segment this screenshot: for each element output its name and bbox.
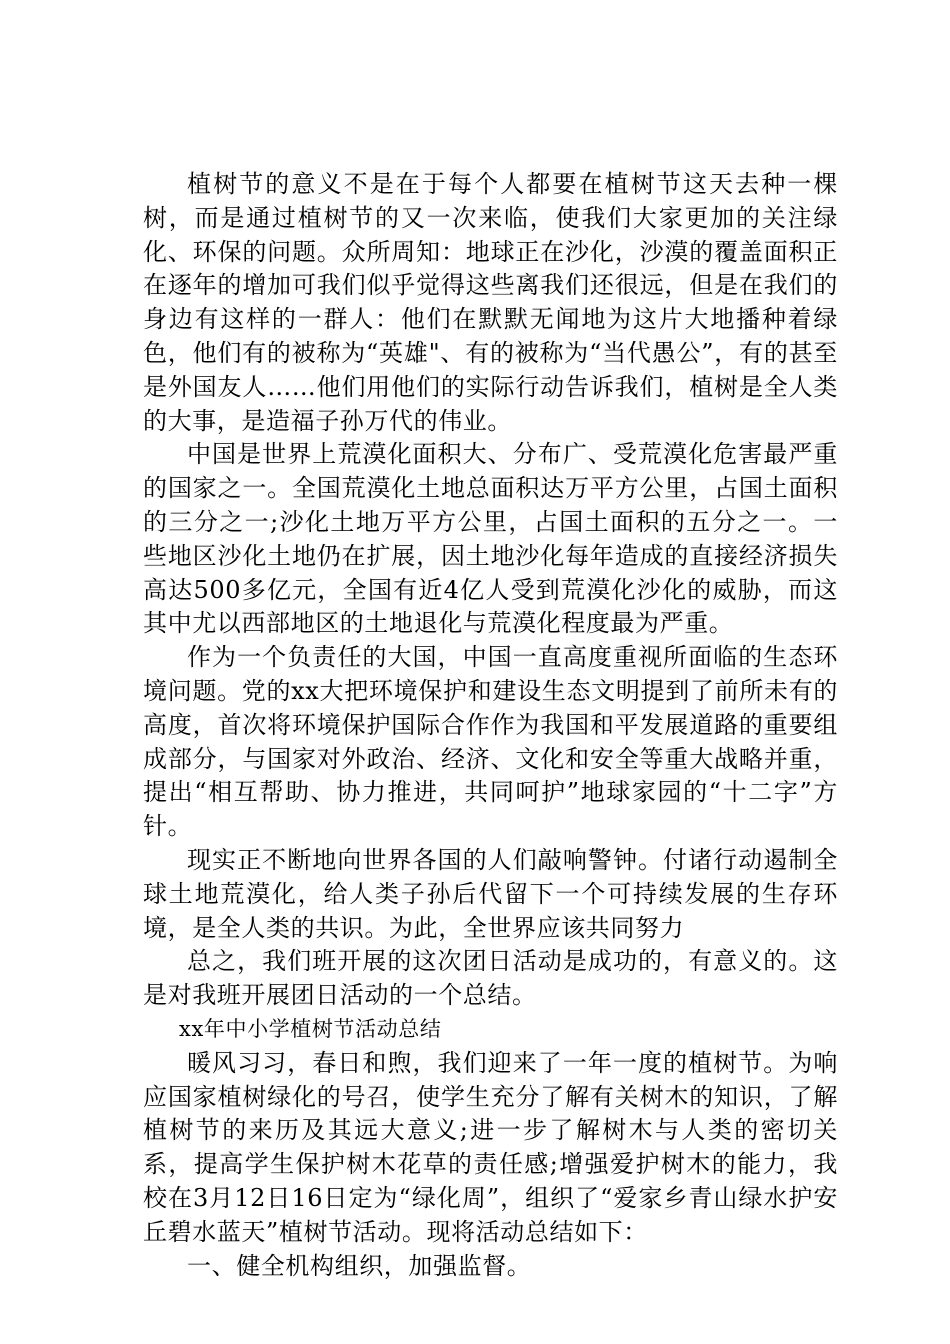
paragraph-ecological-policy: 作为一个负责任的大国，中国一直高度重视所面临的生态环境问题。党的xx大把环境保护和建设生态文明提到了前所未有的高度，首次将环境保护国际合作作为我国和平发展道路的重要组成部分，与国家对外政治、经济、文化和安全等重大战略并重，提出“相互帮助、协力推进，共同呵护”地球家园的“十二字”方针。 xyxy=(143,643,838,841)
section-heading: xx年中小学植树节活动总结 xyxy=(179,1016,442,1041)
paragraph-desertification-china: 中国是世界上荒漠化面积大、分布广、受荒漠化危害最严重的国家之一。全国荒漠化土地总面积达万平方公里，占国土面积的三分之一;沙化土地万平方公里，占国土面积的五分之一。一些地区沙化土地仍在扩展，因土地沙化每年造成的直接经济损失高达500多亿元，全国有近4亿人受到荒漠化沙化的威胁，而这其中尤以西部地区的土地退化与荒漠化程度最为严重。 xyxy=(143,440,838,638)
paragraph-summary: 总之，我们班开展的这次团日活动是成功的，有意义的。这是对我班开展团日活动的一个总结。 xyxy=(143,947,838,1010)
document-body xyxy=(143,168,838,1283)
paragraph-tree-day-meaning: 植树节的意义不是在于每个人都要在植树节这天去种一棵树，而是通过植树节的又一次来临，使我们大家更加的关注绿化、环保的问题。众所周知：地球正在沙化，沙漠的覆盖面积正在逐年的增加可我们似乎觉得这些离我们还很远，但是在我们的身边有这样的一群人：他们在默默无闻地为这片大地播种着绿色，他们有的被称为“英雄"、有的被称为“当代愚公”，有的甚至是外国友人……他们用他们的实际行动告诉我们，植树是全人类的大事，是造福子孙万代的伟业。 xyxy=(143,170,838,435)
paragraph-activity-intro: 暖风习习，春日和煦，我们迎来了一年一度的植树节。为响应国家植树绿化的号召，使学生充分了解有关树木的知识，了解植树节的来历及其远大意义;进一步了解树木与人类的密切关系，提高学生保护树木花草的责任感;增强爱护树木的能力，我校在3月12日16日定为“绿化周”，组织了“爱家乡青山绿水护安丘碧水蓝天”植树节活动。现将活动总结如下： xyxy=(143,1048,838,1246)
paragraph-section-one: 一、健全机构组织，加强监督。 xyxy=(187,1251,532,1280)
paragraph-global-warning: 现实正不断地向世界各国的人们敲响警钟。付诸行动遏制全球土地荒漠化，给人类子孙后代留下一个可持续发展的生存环境，是全人类的共识。为此，全世界应该共同努力 xyxy=(143,845,838,942)
